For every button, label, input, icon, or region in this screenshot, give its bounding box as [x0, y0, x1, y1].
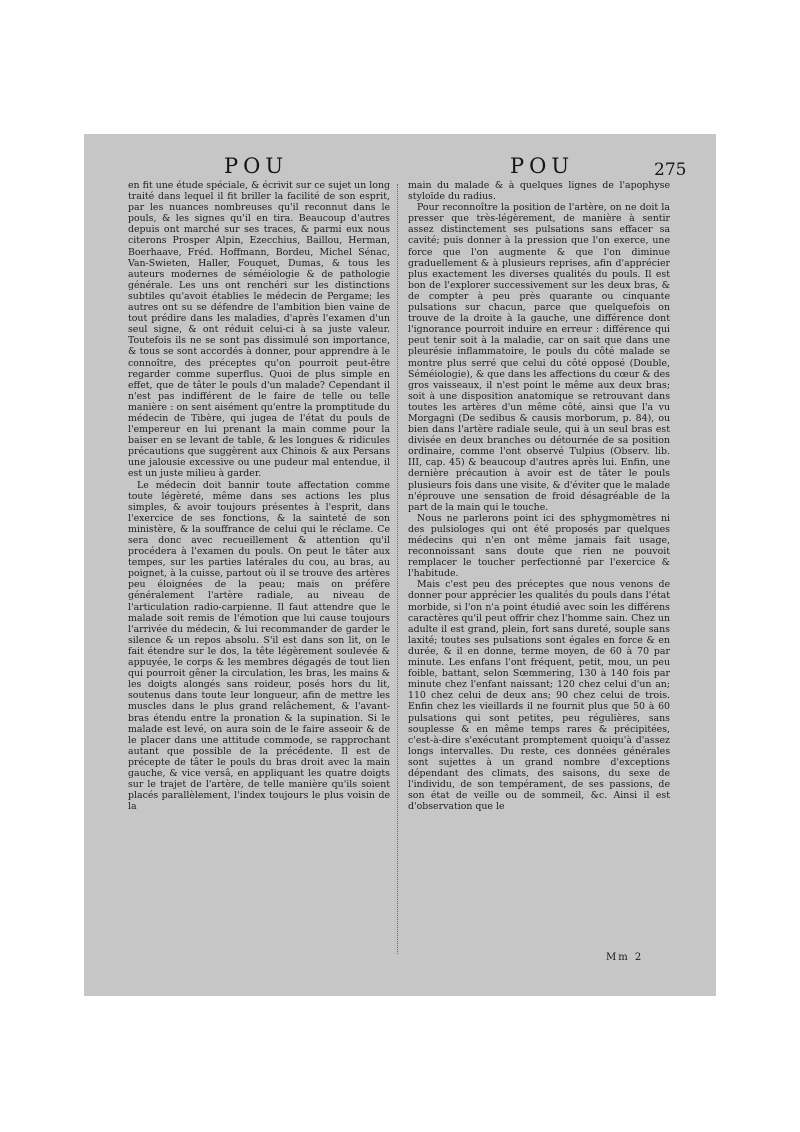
signature-mark: Mm 2	[606, 952, 644, 963]
running-head-right: POU	[510, 154, 575, 178]
left-column	[128, 180, 390, 812]
paragraph: en fit une étude spéciale, & écrivit sur ce sujet un long traité dans lequel il fit briller la facilité de son esprit, par les nuances nombreuses qu'il reconnut dans le pouls, & les signes qu'il en tira. Beaucoup d'autres depuis ont marché sur ses traces, & parmi eux nous citerons Prosper Alpin, Ezecchius, Baillou, Herman, Boerhaave, Fréd. Hoffmann, Bordeu, Michel Sénac, Van-Swieten, Haller, Fouquet, Dumas, & tous les auteurs modernes de séméiologie & de pathologie générale. Les uns ont renchéri sur les distinctions subtiles qu'avoit établies le médecin de Pergame; les autres ont su se défendre de l'ambition bien vaine de tout prédire dans les maladies, d'après l'examen d'un seul signe, & ont réduit celui-ci à sa juste valeur. Toutefois ils ne se sont pas dissimulé son importance, & tous se sont accordés à donner, pour apprendre à le connoître, des préceptes qu'on pourroit peut-être regarder comme superflus. Quoi de plus simple en effet, que de tâter le pouls d'un malade? Cependant il n'est pas indifférent de le faire de telle ou telle manière : on sent aisément qu'entre la promptitude du médecin de Tibère, qui jugea de l'état du pouls de l'empereur en lui prenant la main comme pour la baiser en se levant de table, & les longues & ridicules précautions que suggèrent aux Chinois & aux Persans une jalousie excessive ou une pudeur mal entendue, il est un juste milieu à garder.	[128, 180, 390, 480]
column-divider	[397, 184, 398, 954]
page-number: 275	[654, 160, 687, 180]
running-head-left: POU	[224, 154, 289, 178]
paragraph: Pour reconnoître la position de l'artère, on ne doit la presser que très-légèrement, de manière à sentir assez distinctement ses pulsations sans effacer sa cavité; puis donner à la pression que l'on exerce, une force que l'on augmente & que l'on diminue graduellement & à plusieurs reprises, afin d'apprécier plus exactement les diverses qualités du pouls. Il est bon de l'explorer successivement sur les deux bras, & de compter à peu près quarante ou cinquante pulsations sur chacun, parce que quelquefois on trouve de la droite à la gauche, une différence dont l'ignorance pourroit induire en erreur : différence qui peut tenir soit à la maladie, car on sait que dans une pleurésie inflammatoire, le pouls du côté malade se montre plus serré que celui du côté opposé (Double, Séméiologie), & que dans les affections du cœur & des gros vaisseaux, il n'est point le même aux deux bras; soit à une disposition anatomique se retrouvant dans toutes les artères d'un même côté, ainsi que l'a vu Morgagni (De sedibus & causis morborum, p. 84), ou bien dans l'artère radiale seule, qui à un seul bras est divisée en deux branches ou détournée de sa position ordinaire, comme l'ont observé Tulpius (Observ. lib. III, cap. 45) & beaucoup d'autres après lui. Enfin, une dernière précaution à avoir est de tâter le pouls plusieurs fois dans une visite, & d'éviter que le malade n'éprouve une sensation de froid désagréable de la part de la main qui le touche.	[408, 202, 670, 513]
paragraph: Le médecin doit bannir toute affectation comme toute légèreté, même dans ses actions les plus simples, & avoir toujours présentes à l'esprit, dans l'exercice de ses fonctions, & la sainteté de son ministère, & la souffrance de celui qui le réclame. Ce sera donc avec recueillement & attention qu'il procédera à l'examen du pouls. On peut le tâter aux tempes, sur les parties latérales du cou, au bras, au poignet, à la cuisse, partout où il se trouve des artères peu éloignées de la peau; mais on préfère généralement l'artère radiale, au niveau de l'articulation radio-carpienne. Il faut attendre que le malade soit remis de l'émotion que lui cause toujours l'arrivée du médecin, & lui recommander de garder le silence & un repos absolu. S'il est dans son lit, on le fait étendre sur le dos, la tête légèrement soulevée & appuyée, le corps & les membres dégagés de tout lien qui pourroit gêner la circulation, les bras, les mains & les doigts alongés sans roideur, posés hors du lit, soutenus dans toute leur longueur, afin de mettre les muscles dans le plus grand relâchement, & l'avant-bras étendu entre la pronation & la supination. Si le malade est levé, on aura soin de le faire asseoir & de le placer dans une attitude commode, se rapprochant autant que possible de la précédente. Il est de précepte de tâter le pouls du bras droit avec la main gauche, & vice versâ, en appliquant les quatre doigts sur le trajet de l'artère, de telle manière qu'ils soient placés parallèlement, l'index toujours le plus voisin de la	[128, 479, 390, 813]
book-page	[84, 134, 716, 996]
right-column	[408, 180, 670, 812]
paragraph: Mais c'est peu des préceptes que nous venons de donner pour apprécier les qualités du pouls dans l'état morbide, si l'on n'a point étudié avec soin les différens caractères qu'il peut offrir chez l'homme sain. Chez un adulte il est grand, plein, fort sans dureté, souple sans laxité; toutes ses pulsations sont égales en force & en durée, & il en donne, terme moyen, de 60 à 70 par minute. Les enfans l'ont fréquent, petit, mou, un peu foible, battant, selon Sœmmering, 130 à 140 fois par minute chez l'enfant naissant; 120 chez celui d'un an; 110 chez celui de deux ans; 90 chez celui de trois. Enfin chez les vieillards il ne fournit plus que 50 à 60 pulsations qui sont petites, peu régulières, sans souplesse & en même temps rares & précipitées, c'est-à-dire s'exécutant promptement quoiqu'à d'assez longs intervalles. Du reste, ces données générales sont sujettes à un grand nombre d'exceptions dépendant des climats, des saisons, du sexe de l'individu, de son tempérament, de ses passions, de son état de veille ou de sommeil, &c. Ainsi il est d'observation que le	[408, 579, 670, 813]
paragraph: Nous ne parlerons point ici des sphygmomètres ni des pulsiologes qui ont été proposés par quelques médecins qui n'en ont même jamais fait usage, reconnoissant sans doute que rien ne pouvoit remplacer le toucher perfectionné par l'exercice & l'habitude.	[408, 512, 670, 580]
paragraph: main du malade & à quelques lignes de l'apophyse styloïde du radius.	[408, 180, 670, 203]
